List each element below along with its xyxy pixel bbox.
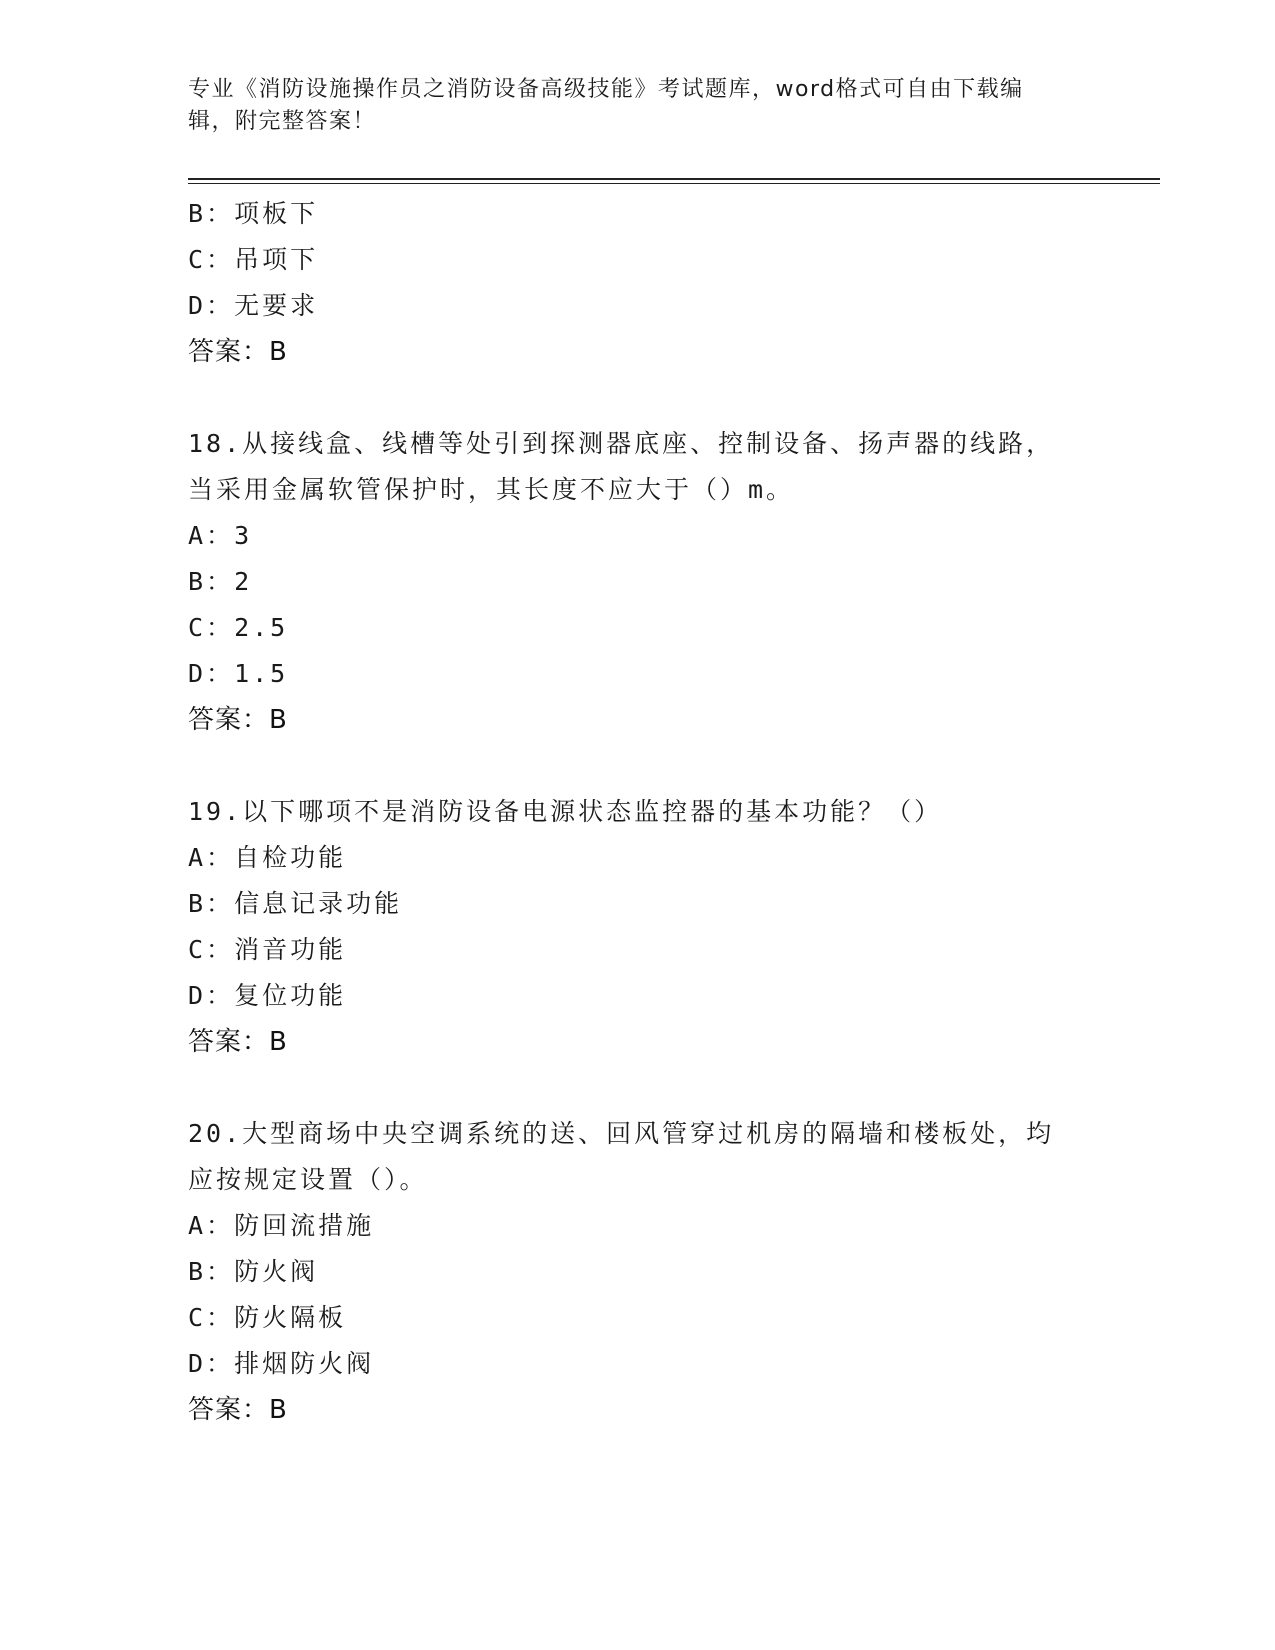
answer-line: 答案：B [188,337,288,367]
option-text: 自检功能 [234,843,347,872]
option-b [188,559,1088,605]
question-20 [188,1111,1088,1433]
option-text: 复位功能 [234,981,347,1010]
option-text: 防回流措施 [234,1211,375,1240]
option-a [188,835,1088,881]
option-text: 1.5 [234,659,289,688]
option-b [188,881,1088,927]
option-label: D： [188,981,235,1010]
option-c [188,237,1088,283]
option-b [188,191,1088,237]
option-text: 信息记录功能 [234,889,403,918]
option-label: A： [188,521,235,550]
header-divider-thin [188,183,1160,184]
option-text: 2.5 [234,613,289,642]
option-label: C： [188,935,235,964]
spacer [188,743,1088,789]
option-d [188,651,1088,697]
option-d [188,283,1088,329]
option-text: 项板下 [234,199,319,228]
stem-line: 应按规定设置（）。 [188,1165,428,1194]
spacer [188,375,1088,421]
option-c [188,1295,1088,1341]
option-label: B： [188,567,235,596]
option-text: 2 [234,567,253,596]
spacer [188,1065,1088,1111]
answer-line: 答案：B [188,1395,288,1425]
option-a [188,513,1088,559]
stem-line: 19.以下哪项不是消防设备电源状态监控器的基本功能？（） [188,797,943,826]
question-stem [188,1111,1088,1203]
question-19 [188,789,1088,1065]
option-d [188,973,1088,1019]
document-header [188,74,1068,138]
stem-line: 20.大型商场中央空调系统的送、回风管穿过机房的隔墙和楼板处，均 [188,1119,1055,1148]
option-label: D： [188,291,235,320]
header-line-2: 辑，附完整答案！ [188,109,377,134]
stem-line: 18.从接线盒、线槽等处引到探测器底座、控制设备、扬声器的线路， [188,429,1055,458]
option-label: B： [188,199,235,228]
option-text: 消音功能 [234,935,347,964]
option-text: 排烟防火阀 [234,1349,375,1378]
option-text: 无要求 [234,291,319,320]
option-label: A： [188,843,235,872]
question-18 [188,421,1088,743]
option-label: A： [188,1211,235,1240]
option-b [188,1249,1088,1295]
answer-line: 答案：B [188,1027,288,1057]
option-label: B： [188,889,235,918]
option-a [188,1203,1088,1249]
question-stem [188,789,1088,835]
question-list [188,191,1088,1433]
question-stem [188,421,1088,513]
header-line-1: 专业《消防设施操作员之消防设备高级技能》考试题库，word格式可自由下载编 [188,77,1024,102]
stem-line: 当采用金属软管保护时，其长度不应大于（）m。 [188,475,795,504]
option-c [188,605,1088,651]
option-text: 防火隔板 [234,1303,347,1332]
question-17-continued [188,191,1088,375]
option-label: D： [188,659,235,688]
option-label: D： [188,1349,235,1378]
answer-line: 答案：B [188,705,288,735]
option-text: 防火阀 [234,1257,319,1286]
header-divider-thick [188,178,1160,180]
option-d [188,1341,1088,1387]
option-c [188,927,1088,973]
option-text: 3 [234,521,253,550]
option-label: C： [188,1303,235,1332]
option-label: C： [188,245,235,274]
option-label: B： [188,1257,235,1286]
option-text: 吊项下 [234,245,319,274]
option-label: C： [188,613,235,642]
